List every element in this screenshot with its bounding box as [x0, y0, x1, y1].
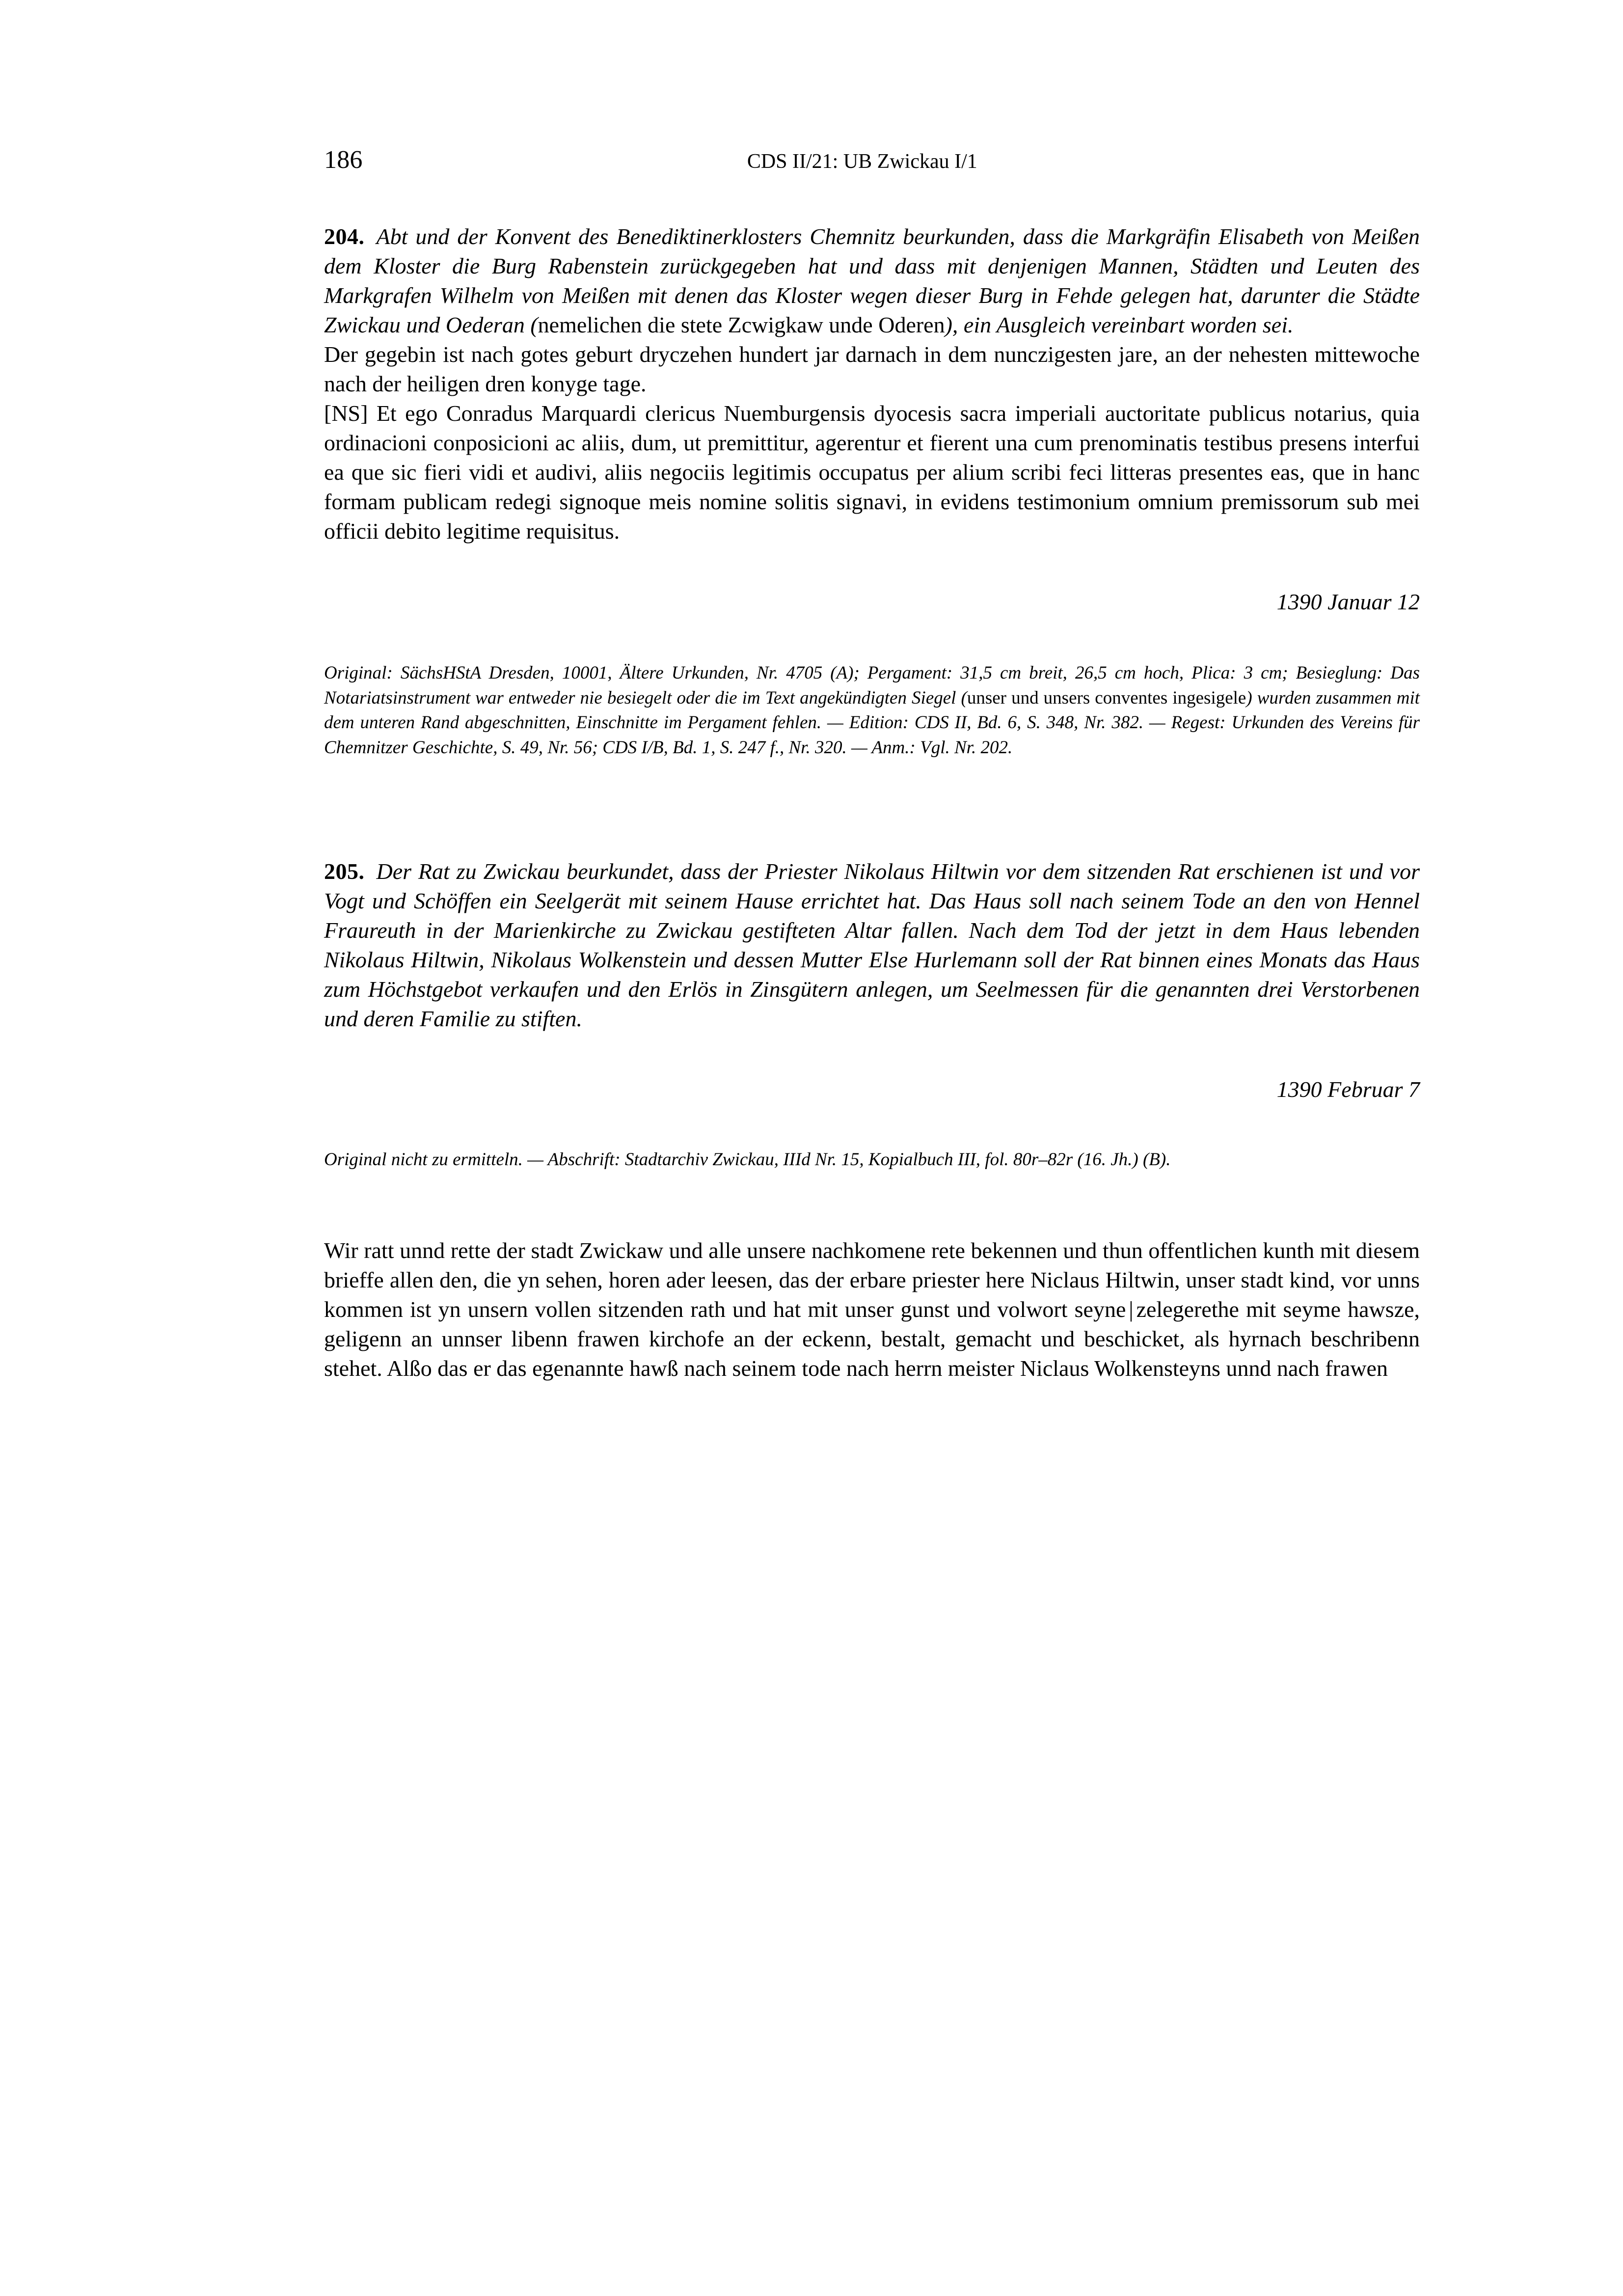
- apparatus-204-text-b: ) wurden zusammen mit dem unteren Rand abgeschnitten, Einschnitte im Pergament fehlen. — Edition: CDS II, Bd. 6, S. 348, Nr. 382. — Regest: Urkunden des Vereins für Chemnitzer Geschichte, S. 49, Nr. 56; CDS I/B, Bd. 1, S. 247 f., Nr. 320. — Anm.: Vgl. Nr. 202.: [324, 687, 1420, 758]
- regest-204-quote: nemelichen die stete Zcwigkaw unde Oderen: [538, 312, 945, 338]
- regest-204: [324, 222, 1420, 340]
- spacer: [324, 1104, 1420, 1148]
- page-number: 186: [324, 146, 363, 174]
- regest-204-text-a: Abt und der Konvent des Benediktinerklosters Chemnitz beurkunden, dass die Markgräfin Elisabeth von Meißen dem Kloster die Burg Rabenstein zurückgegeben hat und dass mit denjenigen Mannen, Städten und Leuten des Markgrafen Wilhelm von Meißen mit denen das Kloster wegen dieser Burg in Fehde gelegen hat, darunter die Städte Zwickau und Oederan (: [324, 224, 1420, 338]
- apparatus-205: Original nicht zu ermitteln. — Abschrift: Stadtarchiv Zwickau, IIId Nr. 15, Kopialbuch III, fol. 80r–82r (16. Jh.) (B).: [324, 1149, 1171, 1170]
- dating-clause-204: Der gegebin ist nach gotes geburt dryczehen hundert jar darnach in dem nunczigesten jare, an der nehesten mittewoche nach der heiligen dren konyge tage.: [324, 342, 1420, 397]
- entry-number-205: 205.: [324, 858, 365, 884]
- manuscript-line-break-mark: |: [1129, 1297, 1134, 1322]
- apparatus-204-text-a: Original: SächsHStA Dresden, 10001, Ältere Urkunden, Nr. 4705 (A); Pergament: 31,5 cm breit, 26,5 cm hoch, Plica: 3 cm; Besieglung: Das Notariatsinstrument war entweder nie besiegelt oder die im Text angekündigten Siegel (: [324, 662, 1420, 708]
- regest-204-text-b: ), ein Ausgleich vereinbart worden sei.: [945, 312, 1294, 338]
- transcription-205-text-a: Wir ratt unnd rette der stadt Zwickaw und alle unsere nachkomene rete bekennen und thun offentlichen kunth mit diesem brieffe allen den, die yn sehen, horen ader leesen, das der erbare priester here Niclaus Hiltwin, unser stadt kind, vor unns kommen ist yn unsern vollen sitzenden rath und hat mit unser gunst und volwort seyne: [324, 1238, 1420, 1322]
- notarial-subscription-204: [NS] Et ego Conradus Marquardi clericus Nuemburgensis dyocesis sacra imperiali auctoritate publicus notarius, quia ordinacioni conposicioni ac aliis, dum, ut premittitur, agerentur et fierent una cum prenominatis testibus presens interfui ea que sic fieri vidi et audivi, aliis negociis legitimis occupatus per alium scribi feci litteras presentes eas, que in hanc formam publicam redegi signoque meis nomine solitis signavi, in evidens testimonium omnium premissorum sub mei officii debito legitime requisitus.: [324, 401, 1420, 544]
- spacer: [324, 1172, 1420, 1236]
- charter-entry-205: [324, 857, 1420, 1384]
- dateline-205: 1390 Februar 7: [1276, 1076, 1420, 1102]
- regest-205: [324, 857, 1420, 1034]
- running-head: [324, 147, 1420, 175]
- transcription-205-text-b: zelegerethe mit seyme hawsze, geligenn an unnser libenn frawen kirchofe an der eckenn, bestalt, gemacht und beschicket, als hyrnach beschribenn stehet. Alßo das er das egenannte hawß nach seinem tode nach herrn meister Niclaus Wolkensteyns unnd nach frawen: [324, 1297, 1420, 1381]
- entry-number-204: 204.: [324, 224, 365, 249]
- spacer: [324, 617, 1420, 661]
- running-head-title: CDS II/21: UB Zwickau I/1: [747, 150, 977, 173]
- apparatus-204-quote: unser und unsers conventes ingesigele: [967, 687, 1246, 708]
- entry-separator: [324, 761, 1420, 857]
- transcription-205: [324, 1236, 1420, 1383]
- regest-205-text: Der Rat zu Zwickau beurkundet, dass der Priester Nikolaus Hiltwin vor dem sitzenden Rat erschienen ist und vor Vogt und Schöffen ein Seelgerät mit seinem Hause errichtet hat. Das Haus soll nach seinem Tode an den von Hennel Fraureuth in der Marienkirche zu Zwickau gestifteten Altar fallen. Nach dem Tod der jetzt in dem Haus lebenden Nikolaus Hiltwin, Nikolaus Wolkenstein und dessen Mutter Else Hurlemann soll der Rat binnen eines Monats das Haus zum Höchstgebot verkaufen und den Erlös in Zinsgütern anlegen, um Seelmessen für die genannten drei Verstorbenen und deren Familie zu stiften.: [324, 858, 1420, 1031]
- apparatus-204: [324, 661, 1420, 761]
- dateline-204: 1390 Januar 12: [1276, 589, 1420, 615]
- text-column: [324, 147, 1420, 1383]
- charter-entry-204: [324, 222, 1420, 761]
